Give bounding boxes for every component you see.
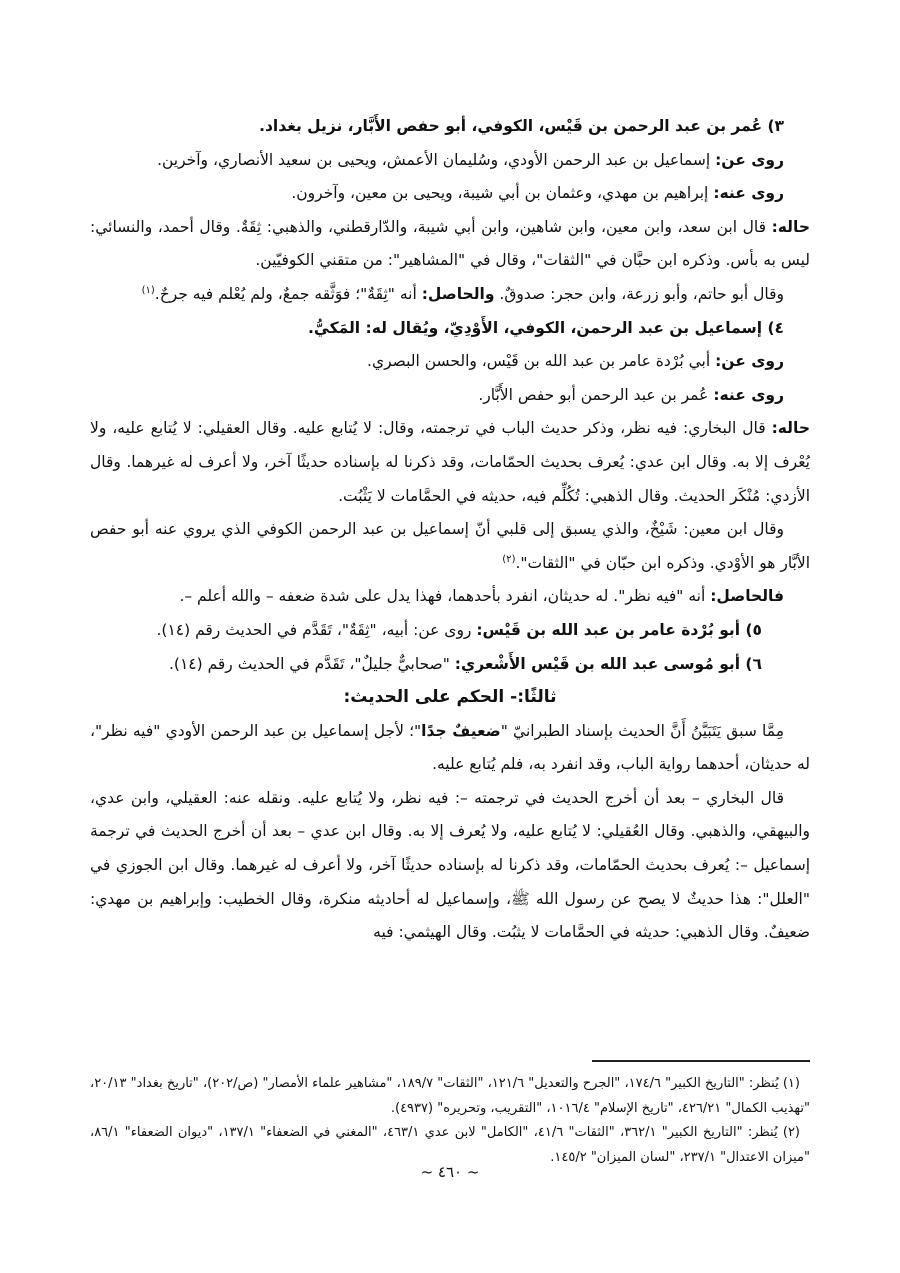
narrator-4-title: ٤) إسماعيل بن عبد الرحمن، الكوفي، الأَوْدِيّ، ويُقال له: المَكيُّ. <box>308 318 784 337</box>
narrator-3-summary: وقال أبو حاتم، وأبو زرعة، وابن حجر: صدوقٌ. والحاصل: أنه "ثِقَةٌ"؛ فوَثَّقه جمعٌ، ولم يُعْلم فيه جرحٌ.$^{(١)}$ <box>141 284 784 303</box>
narrator-3-title: ٣) عُمر بن عبد الرحمن بن قَيْس، الكوفي، أبو حفص الأَبَّار، نزيل بغداد. <box>259 117 784 135</box>
footnote-2: (٢) يُنظر: "التاريخ الكبير" ٣٦٢/١، "الثقات" ٤١/٦، "الكامل" لابن عدي ٤٦٣/١، "المغني في الضعفاء" ١٣٧/١، "ديوان الضعفاء" ٨٦/١، "ميزان الاعتدال" ٢٣٧/١، "لسان الميزان" ١٤٥/٢. <box>90 1125 810 1165</box>
section-heading-ruling: ثالثًا:- الحكم على الحديث: <box>343 687 557 708</box>
page-number: ~ ٤٦٠ ~ <box>420 1163 480 1181</box>
narrator-4-hasil: فالحاصل: أنه "فيه نظر". له حديثان، انفرد بأحدهما، فهذا يدل على شدة ضعفه – والله أعلم –. <box>179 587 784 606</box>
ruling-paragraph-2: قال البخاري – بعد أن أخرج الحديث في ترجمته –: فيه نظر، ولا يُتابع عليه. ونقله عنه: العقيلي، وابن عدي، والبيهقي، والذهبي. وقال العُقيلي: لا يُتابع عليه، ولا يُعرف إلا به. وقال ابن عدي – بعد أن أخرج الحديث في ترجمة إسماعيل –: يُعرف بحديث الحمّامات، وقد ذكرنا له بإسناده حديثًا آخر، ولا أعرف له غيرهما. وقال ابن الجوزي في "العلل": هذا حديثٌ لا يصح عن رسول الله ﷺ، وإسماعيل له أحاديثه منكرة، وقال الخطيب: وإبراهيم بن مهدي: ضعيفٌ. وقال الذهبي: حديثه في الحمَّامات لا يثبُت. وقال الهيثمي: فيه <box>90 788 810 942</box>
narrator-3-rawa-anhu: روى عنه: إبراهيم بن مهدي، وعثمان بن أبي شيبة، ويحيى بن معين، وآخرون. <box>291 184 784 203</box>
footnote-ref-2: (٢) <box>502 553 516 565</box>
narrator-3-rawa-an: روى عن: إسماعيل بن عبد الرحمن الأودي، وسُليمان الأعمش، ويحيى بن سعيد الأنصاري، وآخرين. <box>157 150 784 169</box>
ruling-paragraph-1: مِمَّا سبق يَتَبَيَّنُ أَنَّ الحديث بإسناد الطبرانيّ "ضعيفٌ جدًا"؛ لأجل إسماعيل بن عبد الرحمن الأودي "فيه نظر"، له حديثان، أحدهما رواية الباب، وقد انفرد به، فلم يُتابع عليه. <box>90 721 810 774</box>
footnote-ref-1: (١) <box>141 284 155 296</box>
footnote-1: (١) يُنظر: "التاريخ الكبير" ١٧٤/٦، "الجرح والتعديل" ١٢١/٦، "الثقات" ١٨٩/٧، "مشاهير علماء الأمصار" (ص/٢٠٢)، "تاريخ بغداد" ٢٠/١٣، "تهذيب الكمال" ٤٢٦/٢١، "تاريخ الإسلام" ١٠١٦/٤، "التقريب، وتحريره" (٤٩٣٧). <box>90 1076 810 1116</box>
footnote-divider <box>592 1060 810 1062</box>
narrator-6: ٦) أبو مُوسى عبد الله بن قَيْس الأَشْعري: "صحابيٌّ جليلٌ"، تَقَدَّم في الحديث رقم (١٤). <box>168 654 762 673</box>
footnotes <box>90 1072 810 1170</box>
main-text <box>90 110 810 950</box>
narrator-4-rawa-an: روى عن: أبي بُرْدة عامر بن عبد الله بن قَيْس، والحسن البصري. <box>367 352 784 371</box>
narrator-5: ٥) أبو بُرْدة عامر بن عبد الله بن قَيْس: روى عن: أبيه، "ثِقَةٌ"، تَقَدَّم في الحديث رقم (١٤). <box>156 620 762 639</box>
narrator-4-hal: حاله: قال البخاري: فيه نظر، وذكر حديث الباب في ترجمته، وقال: لا يُتابع عليه. وقال العقيلي: لا يُتابع عليه، ولا يُعْرف إلا به. وقال ابن عدي: يُعرف بحديث الحمّامات، وقد ذكرنا له بإسناده حديثًا آخر، ولا أعرف له غيرهما. وقال الأزدي: مُنْكَر الحديث. وقال الذهبي: تُكُلِّم فيه، حديثه في الحمَّامات لا يَثْبُت. <box>90 419 810 505</box>
narrator-4-ibn-maeen: وقال ابن معين: شَيْخٌ، والذي يسبق إلى قلبي أنّ إسماعيل بن عبد الرحمن الكوفي الذي يروي عنه أبو حفص الأبَّار هو الأوْدي. وذكره ابن حبّان في "الثقات".$^{(٢)}$ <box>90 520 810 572</box>
narrator-4-rawa-anhu: روى عنه: عُمر بن عبد الرحمن أبو حفص الأَبَّار. <box>478 385 784 404</box>
narrator-3-hal: حاله: قال ابن سعد، وابن معين، وابن شاهين، وابن أبي شيبة، والدّارقطني، والذهبي: ثِقَةٌ. وقال أحمد، والنسائي: ليس به بأس. وذكره ابن حبَّان في "الثقات"، وقال في "المشاهير": من متقني الكوفيّين. <box>90 217 810 270</box>
